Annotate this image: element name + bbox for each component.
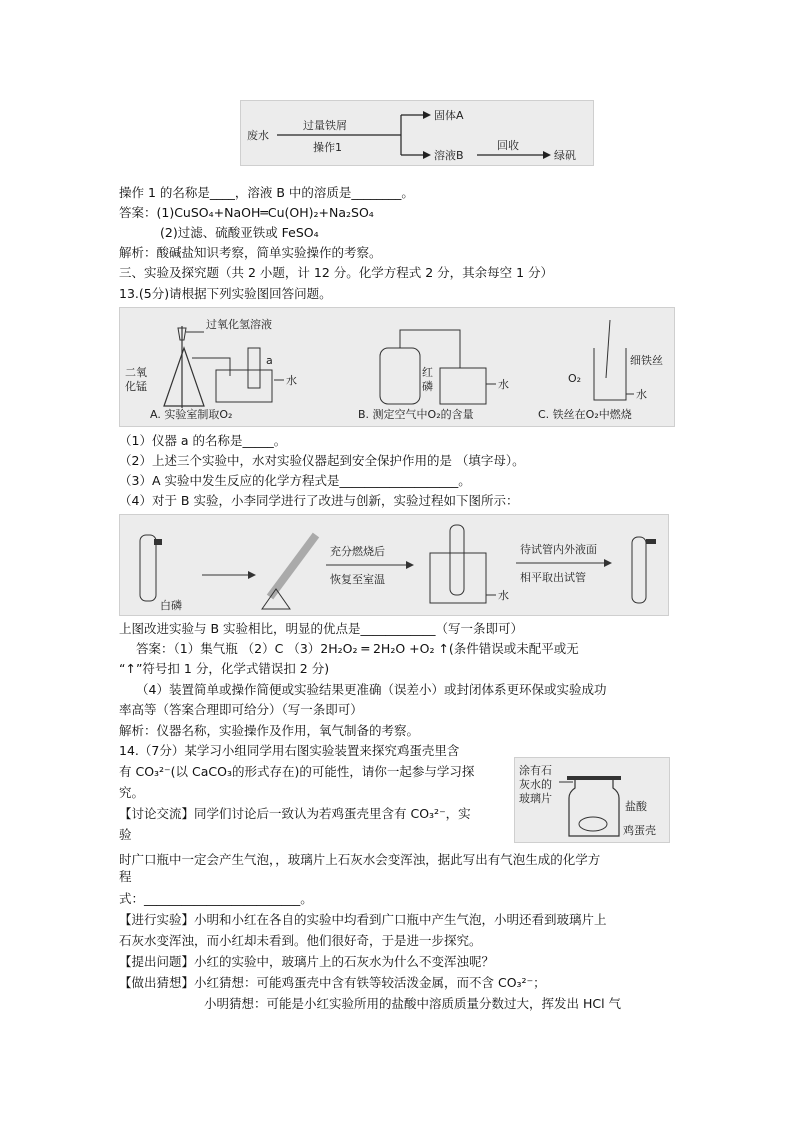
question-14: 14.（7分）某学习小组同学用右图实验装置来探究鸡蛋壳里含	[119, 743, 460, 758]
label-level-2: 相平取出试管	[520, 571, 586, 584]
flow-diagram	[240, 100, 594, 166]
label-glass-1: 涂有石	[519, 764, 552, 777]
label-iron-wire: 细铁丝	[630, 354, 663, 367]
svg-text:水: 水	[636, 388, 647, 401]
question-14-line: 程	[119, 869, 132, 884]
question-line: （4）对于 B 实验，小李同学进行了改进与创新，实验过程如下图所示：	[119, 493, 519, 508]
jar-apparatus-figure	[514, 757, 670, 843]
caption-c: C. 铁丝在O₂中燃烧	[538, 408, 632, 421]
analysis-line: 解析：酸碱盐知识考察，简单实验操作的考察。	[119, 245, 382, 260]
question-line: （1）仪器 a 的名称是_____。	[119, 433, 287, 448]
label-burn-2: 恢复至室温	[330, 573, 385, 586]
question-14-line: 【进行实验】小明和小红在各自的实验中均看到广口瓶中产生气泡，小明还看到玻璃片上	[119, 912, 607, 927]
label-a: a	[266, 354, 273, 367]
question-14-line: 式：_________________________。	[119, 891, 313, 906]
svg-text:玻璃片: 玻璃片	[519, 792, 552, 805]
svg-text:化锰: 化锰	[125, 380, 147, 393]
question-14-line: 【做出猜想】小红猜想：可能鸡蛋壳中含有铁等较活泼金属，而不含 CO₃²⁻；	[119, 975, 546, 990]
question-14-line: 小明猜想：可能是小红实验所用的盐酸中溶质质量分数过大，挥发出 HCl 气	[204, 996, 622, 1011]
label-reagent: 过量铁屑	[303, 119, 347, 132]
svg-text:水: 水	[498, 378, 509, 391]
question-line: （3）A 实验中发生反应的化学方程式是___________________。	[119, 473, 471, 488]
experiment-figure	[119, 307, 675, 427]
question-14-line: 有 CO₃²⁻(以 CaCO₃的形式存在)的可能性，请你一起参与学习探	[119, 764, 475, 779]
label-op1: 操作1	[313, 141, 342, 154]
label-solid-a: 固体A	[434, 109, 464, 122]
answer-line: 答案：(1)CuSO₄+NaOH═Cu(OH)₂+Na₂SO₄	[119, 205, 374, 220]
section-heading: 三、实验及探究题（共 2 小题，计 12 分。化学方程式 2 分，其余每空 1 分）	[119, 265, 554, 280]
label-mno2: 二氧	[125, 366, 147, 379]
label-acid: 盐酸	[625, 800, 647, 813]
answer-line: (2)过滤、硫酸亚铁或 FeSO₄	[160, 225, 319, 240]
label-waste: 废水	[247, 129, 269, 142]
question-14-line: 【讨论交流】同学们讨论后一致认为若鸡蛋壳里含有 CO₃²⁻，实	[119, 806, 471, 821]
question-14-line: 验	[119, 827, 132, 842]
label-white-p: 白磷	[160, 599, 182, 612]
question-13: 13.(5分)请根据下列实验图回答问题。	[119, 286, 332, 301]
svg-text:水: 水	[498, 589, 509, 602]
label-product: 绿矾	[554, 149, 576, 162]
answer-line: 答案：（1）集气瓶 （2）C （3）2H₂O₂ ═ 2H₂O +O₂ ↑(条件错误或未配平或无	[136, 641, 579, 656]
caption-b: B. 测定空气中O₂的含量	[358, 408, 474, 421]
label-eggshell: 鸡蛋壳	[623, 824, 656, 837]
svg-text:磷: 磷	[422, 380, 433, 393]
label-o2: O₂	[568, 372, 582, 385]
answer-line: （4）装置简单或操作简便或实验结果更准确（误差小）或封闭体系更环保或实验成功	[136, 682, 607, 697]
improved-experiment-figure	[119, 514, 669, 616]
label-recover: 回收	[497, 139, 519, 152]
text-line: 操作 1 的名称是____，溶液 B 中的溶质是________。	[119, 185, 414, 200]
caption-a: A. 实验室制取O₂	[150, 408, 233, 421]
label-level-1: 待试管内外液面	[520, 543, 597, 556]
svg-text:灰水的: 灰水的	[519, 778, 552, 791]
question-line: （2）上述三个实验中，水对实验仪器起到安全保护作用的是 （填字母）。	[119, 453, 525, 468]
label-water: 水	[286, 374, 297, 387]
answer-line: “↑”符号扣 1 分，化学式错误扣 2 分)	[119, 661, 330, 676]
question-line: 上图改进实验与 B 实验相比，明显的优点是____________（写一条即可）	[119, 621, 524, 636]
question-14-line: 时广口瓶中一定会产生气泡，，玻璃片上石灰水会变浑浊，据此写出有气泡生成的化学方	[119, 852, 601, 867]
label-red-p: 红	[422, 366, 433, 379]
question-14-line: 【提出问题】小红的实验中，玻璃片上的石灰水为什么不变浑浊呢？	[119, 954, 495, 969]
label-solution-b: 溶液B	[434, 149, 464, 162]
question-14-line: 石灰水变浑浊，而小红却未看到。他们很好奇，于是进一步探究。	[119, 933, 482, 948]
label-burn-1: 充分燃烧后	[330, 545, 385, 558]
answer-line: 率高等（答案合理即可给分）（写一条即可）	[119, 702, 363, 717]
label-h2o2: 过氧化氢溶液	[206, 318, 272, 331]
question-14-line: 究。	[119, 785, 145, 800]
analysis-line: 解析：仪器名称，实验操作及作用，氧气制备的考察。	[119, 723, 420, 738]
